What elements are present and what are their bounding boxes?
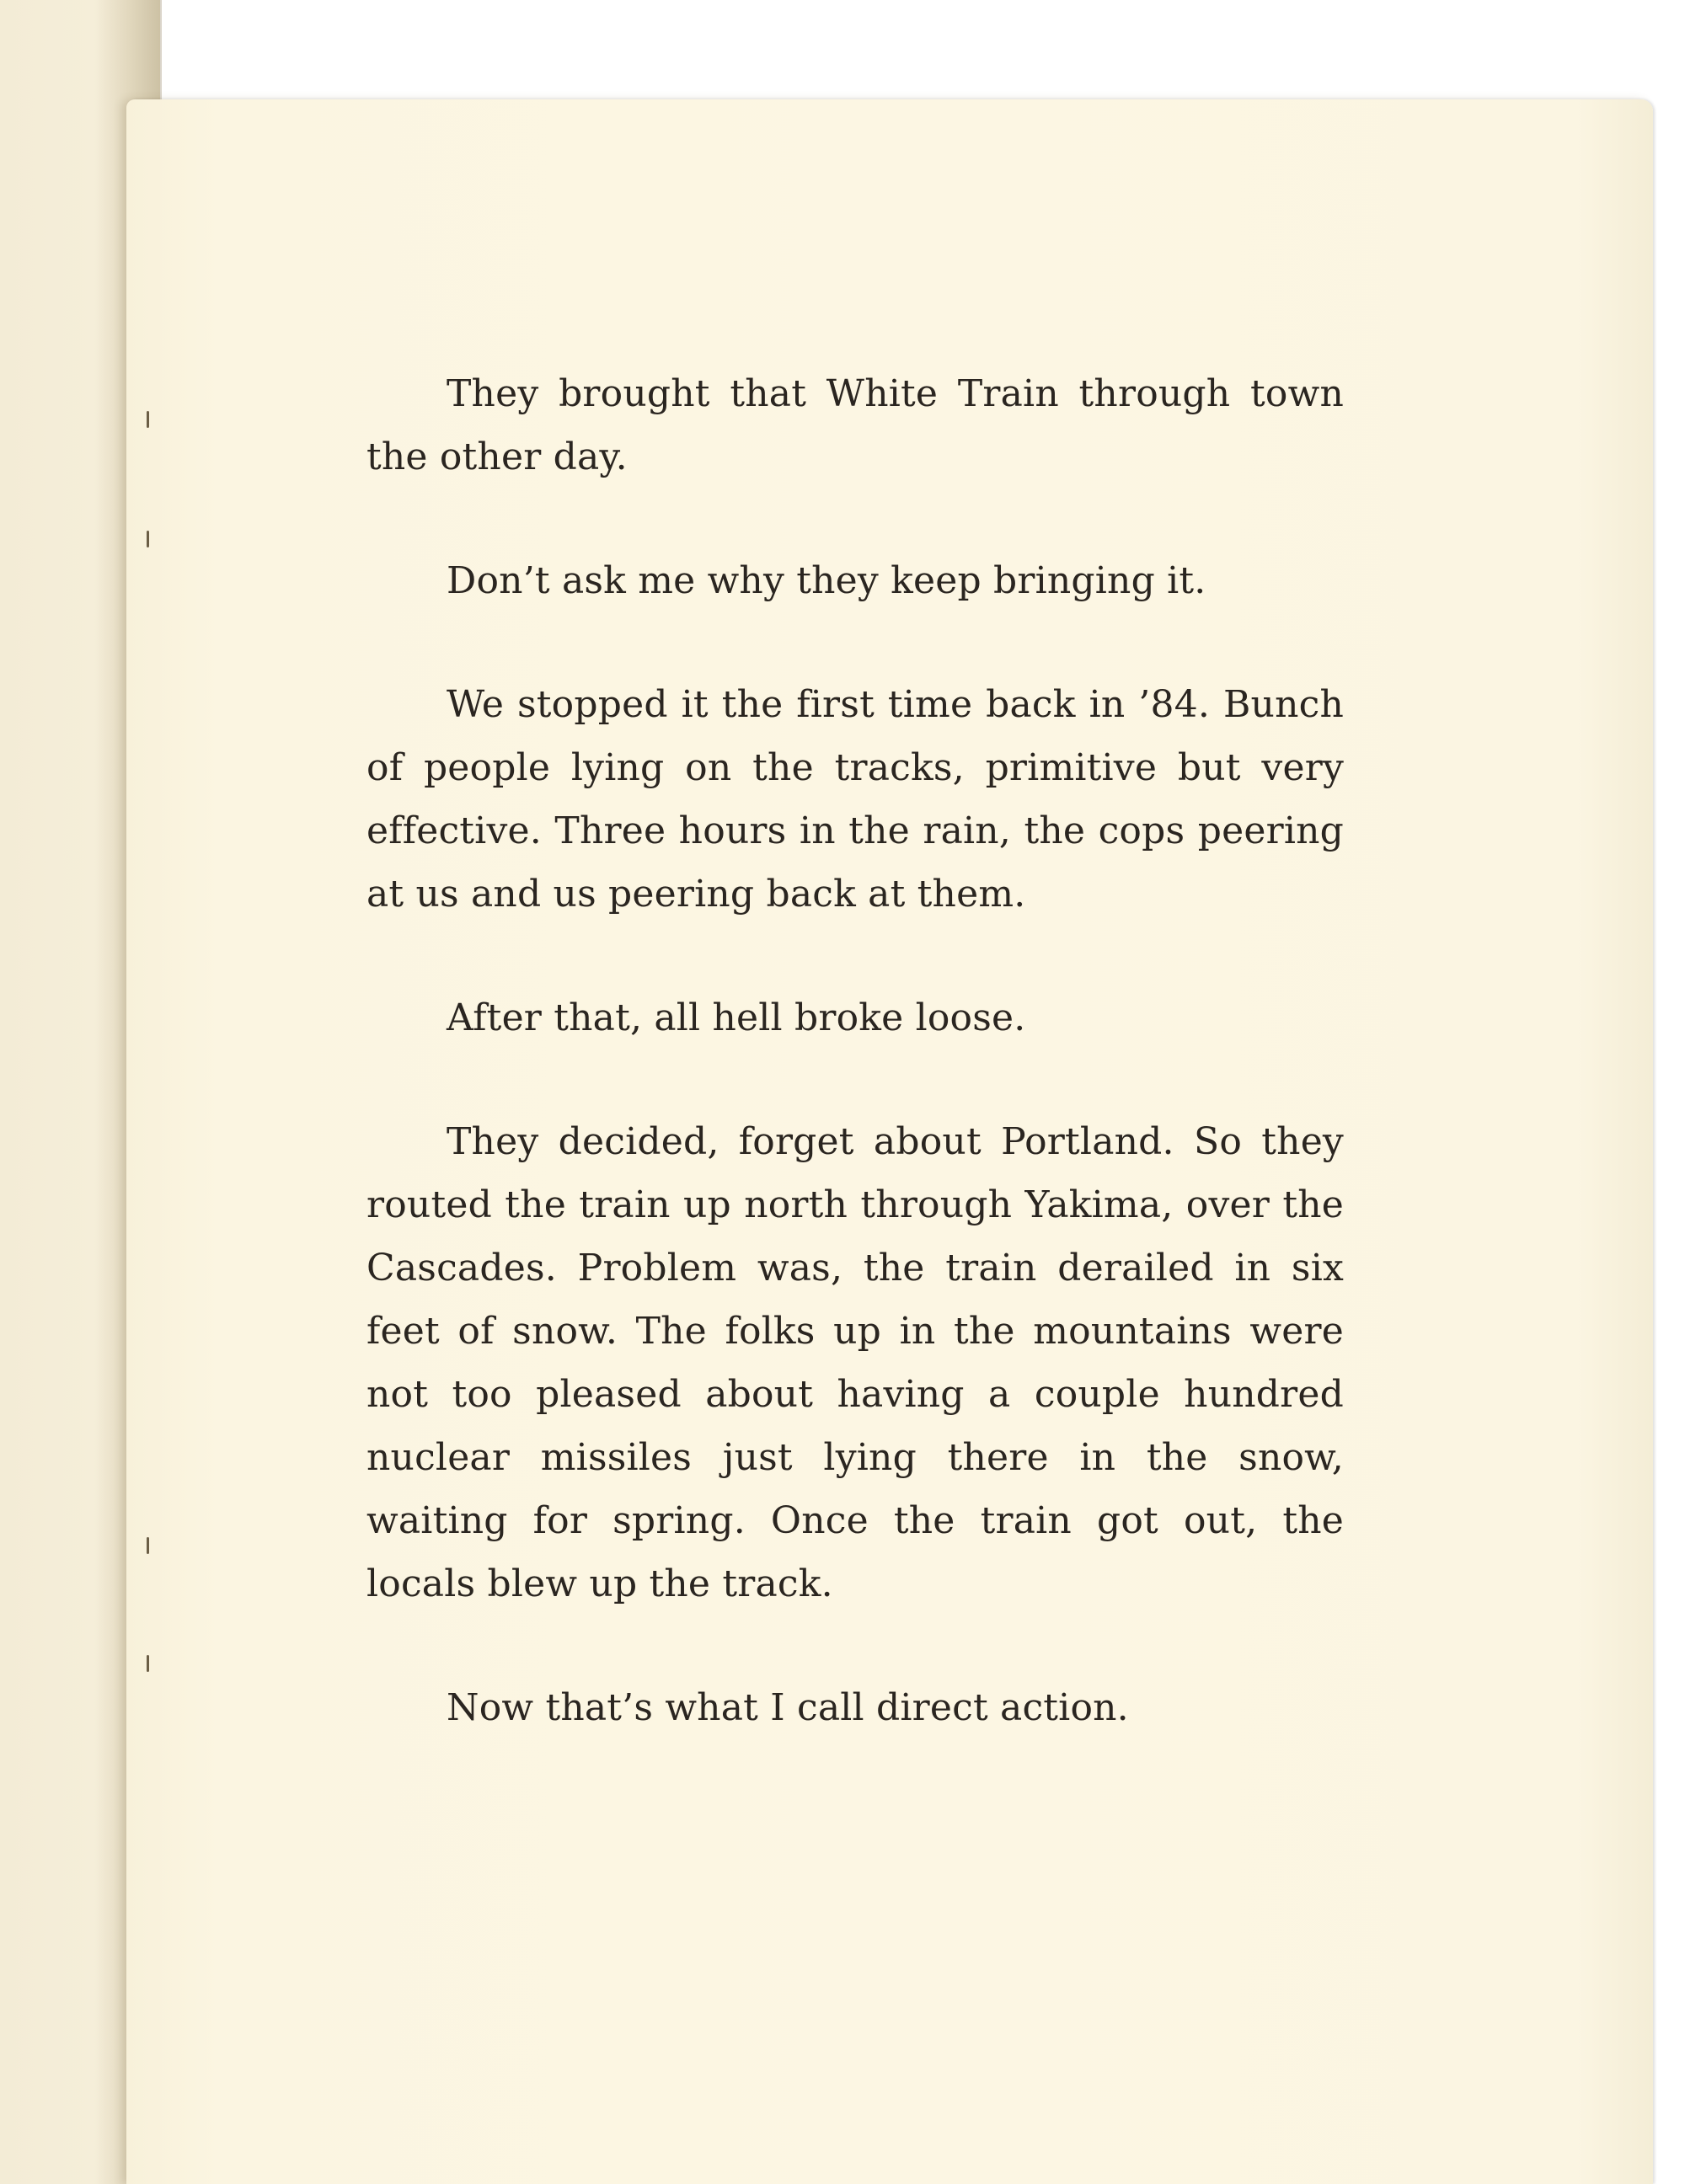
binding-stitch: [147, 531, 149, 547]
binding-stitch: [147, 411, 149, 428]
binding-stitch: [147, 1537, 149, 1554]
paragraph-6: Now that’s what I call direct action.: [447, 1686, 1129, 1729]
binding-stitch: [147, 1655, 149, 1672]
page-text: [366, 362, 1344, 1800]
paragraph-1: They brought that White Train through town the other day.: [366, 372, 1344, 478]
paragraph-5: They decided, forget about Portland. So they routed the train up north through Yakima, over the Cascades. Problem was, the train derailed in six feet of snow. The folks up in the mountains were not too pleased about having a couple hundred nuclear missiles just lying there in the snow, waiting for spring. Once the train got out, the locals blew up the track.: [366, 1120, 1344, 1605]
paragraph-4: After that, all hell broke loose.: [447, 996, 1026, 1039]
paragraph-2: Don’t ask me why they keep bringing it.: [447, 559, 1206, 602]
paragraph-3: We stopped it the first time back in ’84. Bunch of people lying on the tracks, primitive but very effective. Three hours in the rain, the cops peering at us and us peering back at them.: [366, 683, 1344, 916]
